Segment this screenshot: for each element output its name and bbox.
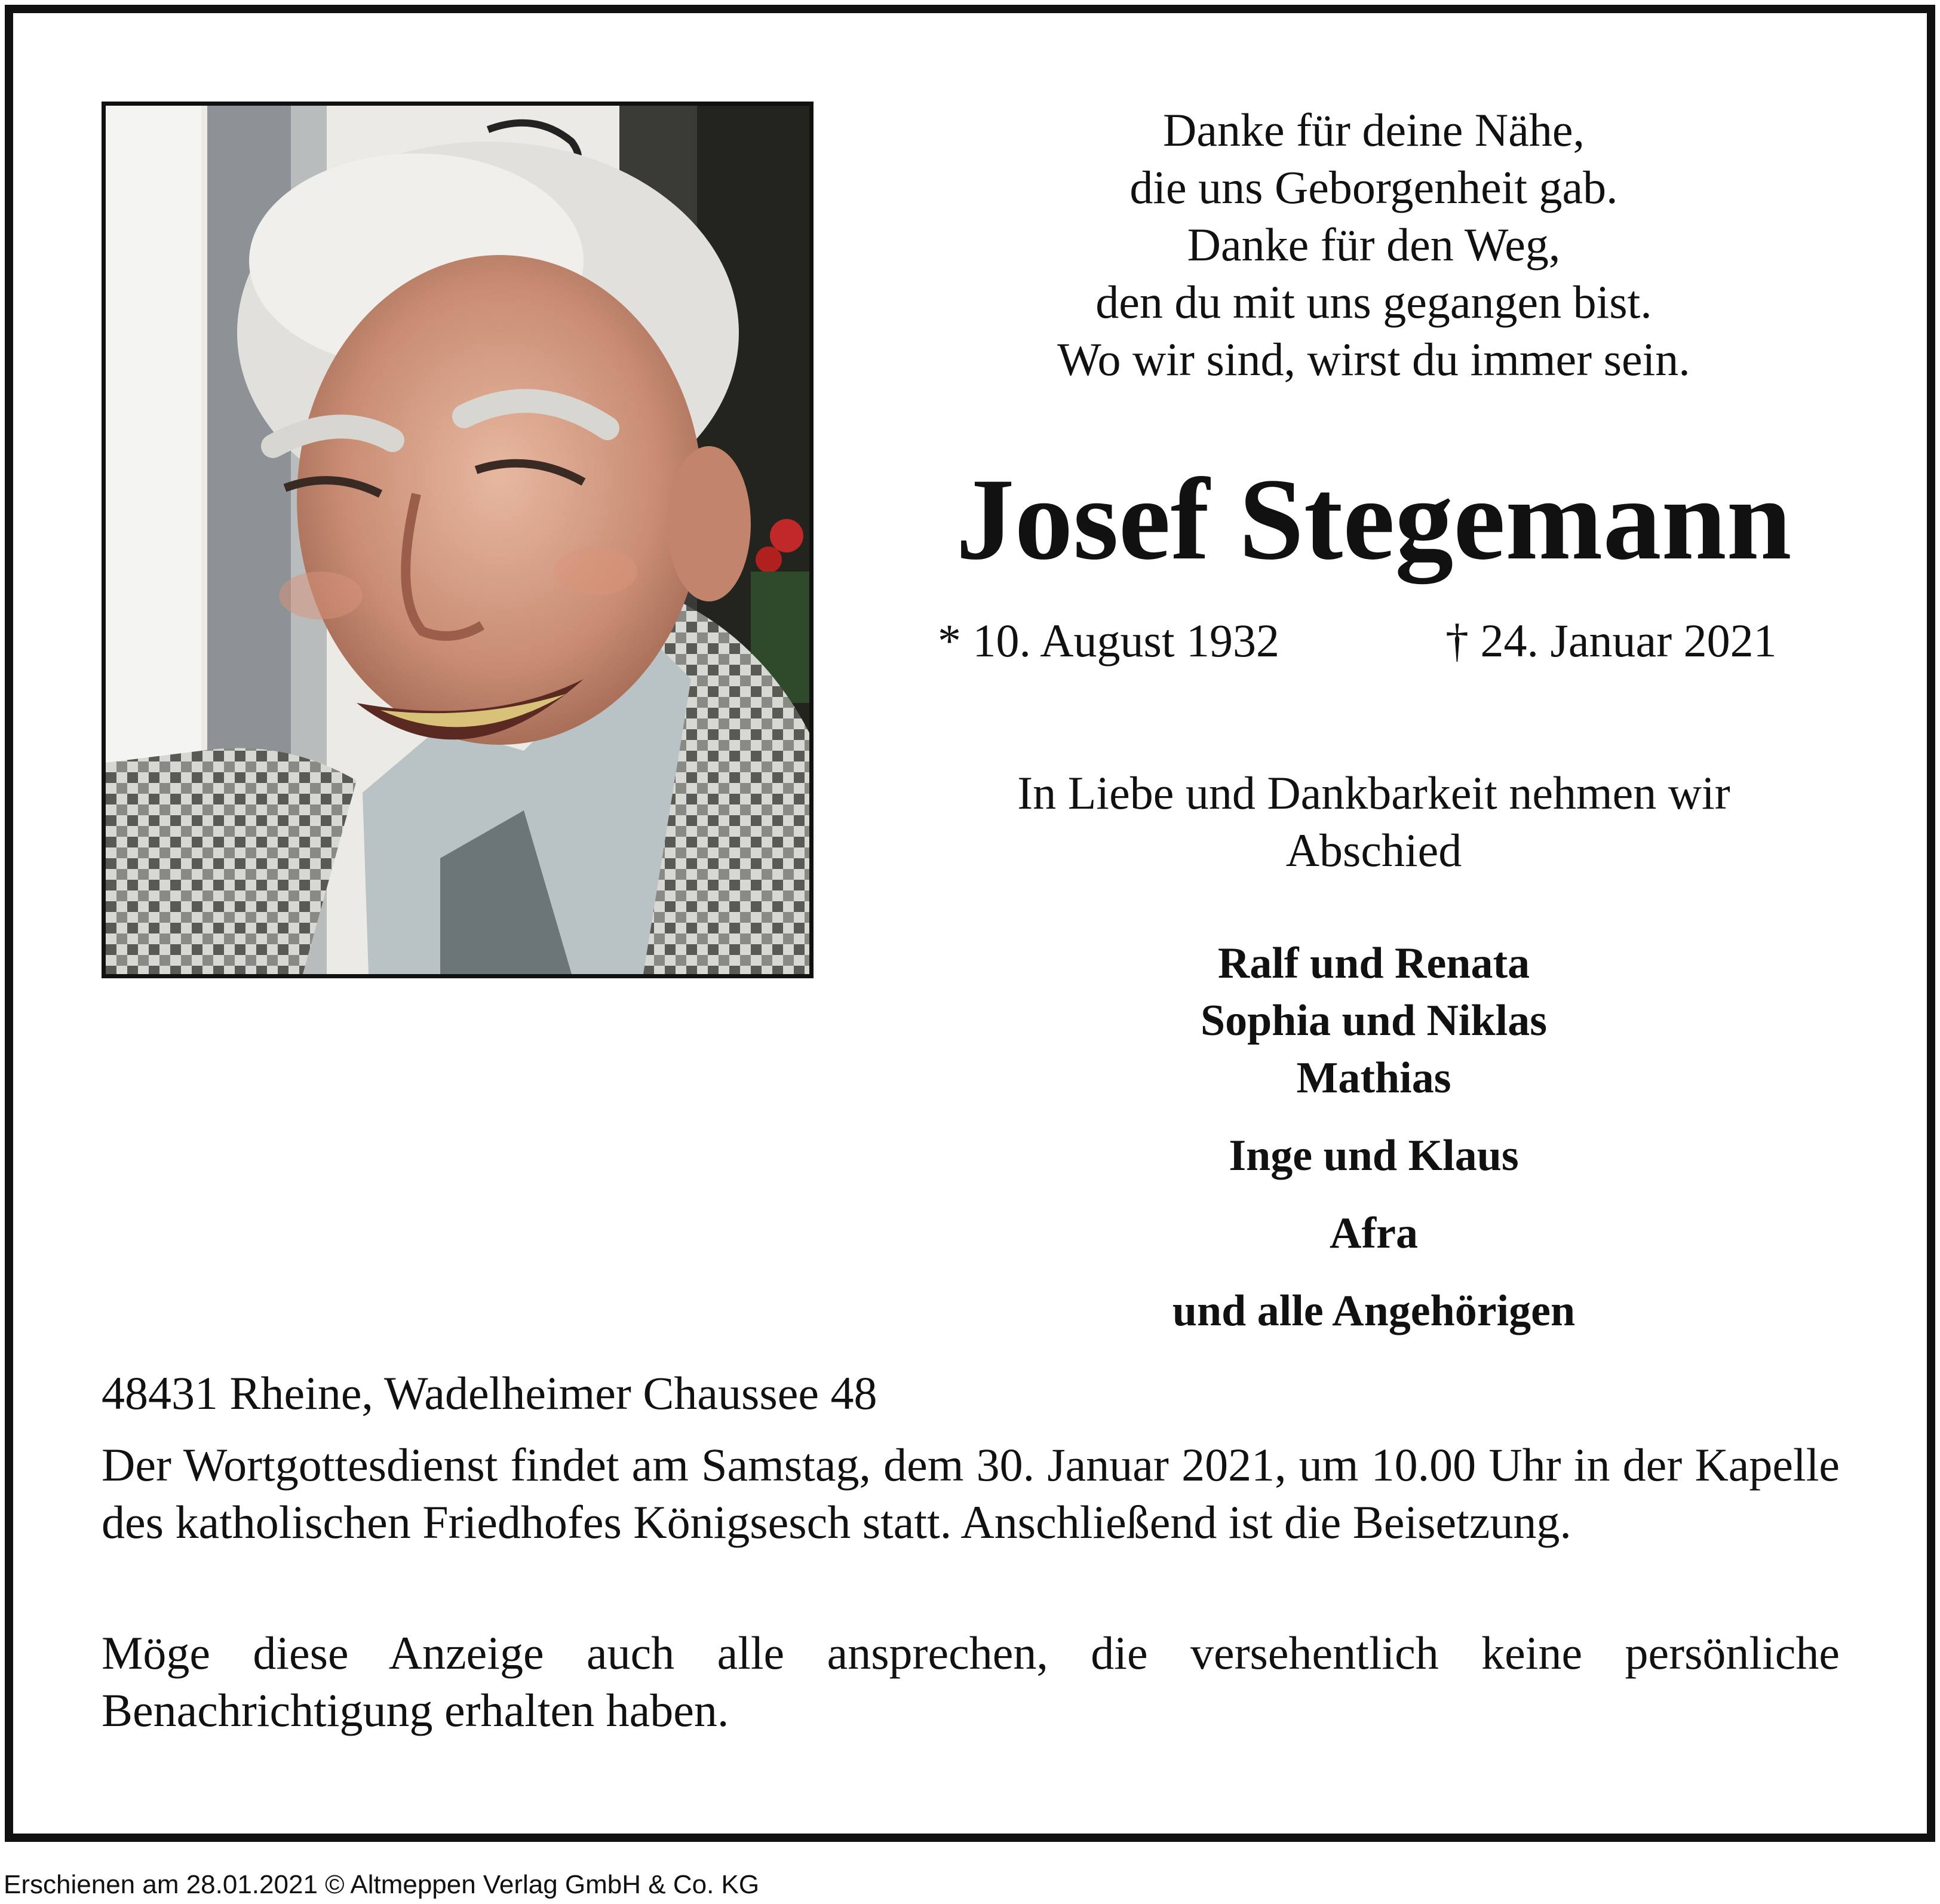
poem-line: Danke für den Weg,: [1187, 219, 1561, 271]
service-information: Der Wortgottesdienst findet am Samstag, dem 30. Januar 2021, um 10.00 Uhr in der Kapelle des katholischen Friedhofes Königsesch statt. Anschließend ist die Beisetzung.: [102, 1439, 1840, 1548]
mourners-list: [896, 935, 1852, 1340]
mourner: und alle Angehörigen: [1172, 1286, 1576, 1335]
memorial-poem: [896, 102, 1852, 388]
mourner: Ralf und Renata: [1217, 939, 1530, 988]
farewell-line: In Liebe und Dankbarkeit nehmen wir: [1017, 767, 1730, 819]
mourner: Afra: [1330, 1209, 1418, 1258]
mourner: Mathias: [1296, 1054, 1451, 1103]
poem-line: Danke für deine Nähe,: [1163, 104, 1585, 156]
mourner: Sophia und Niklas: [1200, 996, 1547, 1045]
family-address: 48431 Rheine, Wadelheimer Chaussee 48: [102, 1367, 877, 1419]
birth-date: * 10. August 1932: [938, 615, 1280, 667]
farewell-text: [896, 764, 1852, 879]
poem-line: den du mit uns gegangen bist.: [1095, 276, 1652, 328]
death-date: † 24. Januar 2021: [1445, 615, 1777, 667]
portrait-illustration: [106, 106, 809, 974]
publication-footer: Erschienen am 28.01.2021 © Altmeppen Verlag GmbH & Co. KG: [4, 1870, 760, 1899]
portrait-photo: [102, 102, 814, 978]
deceased-name: Josef Stegemann: [956, 454, 1792, 584]
farewell-line: Abschied: [1285, 824, 1462, 876]
notice-text: Möge diese Anzeige auch alle ansprechen, die versehentlich keine persönliche Benachrichtigung erhalten haben.: [102, 1627, 1840, 1736]
poem-line: Wo wir sind, wirst du immer sein.: [1057, 333, 1690, 385]
mourner: Inge und Klaus: [1229, 1131, 1519, 1180]
poem-line: die uns Geborgenheit gab.: [1129, 161, 1618, 213]
